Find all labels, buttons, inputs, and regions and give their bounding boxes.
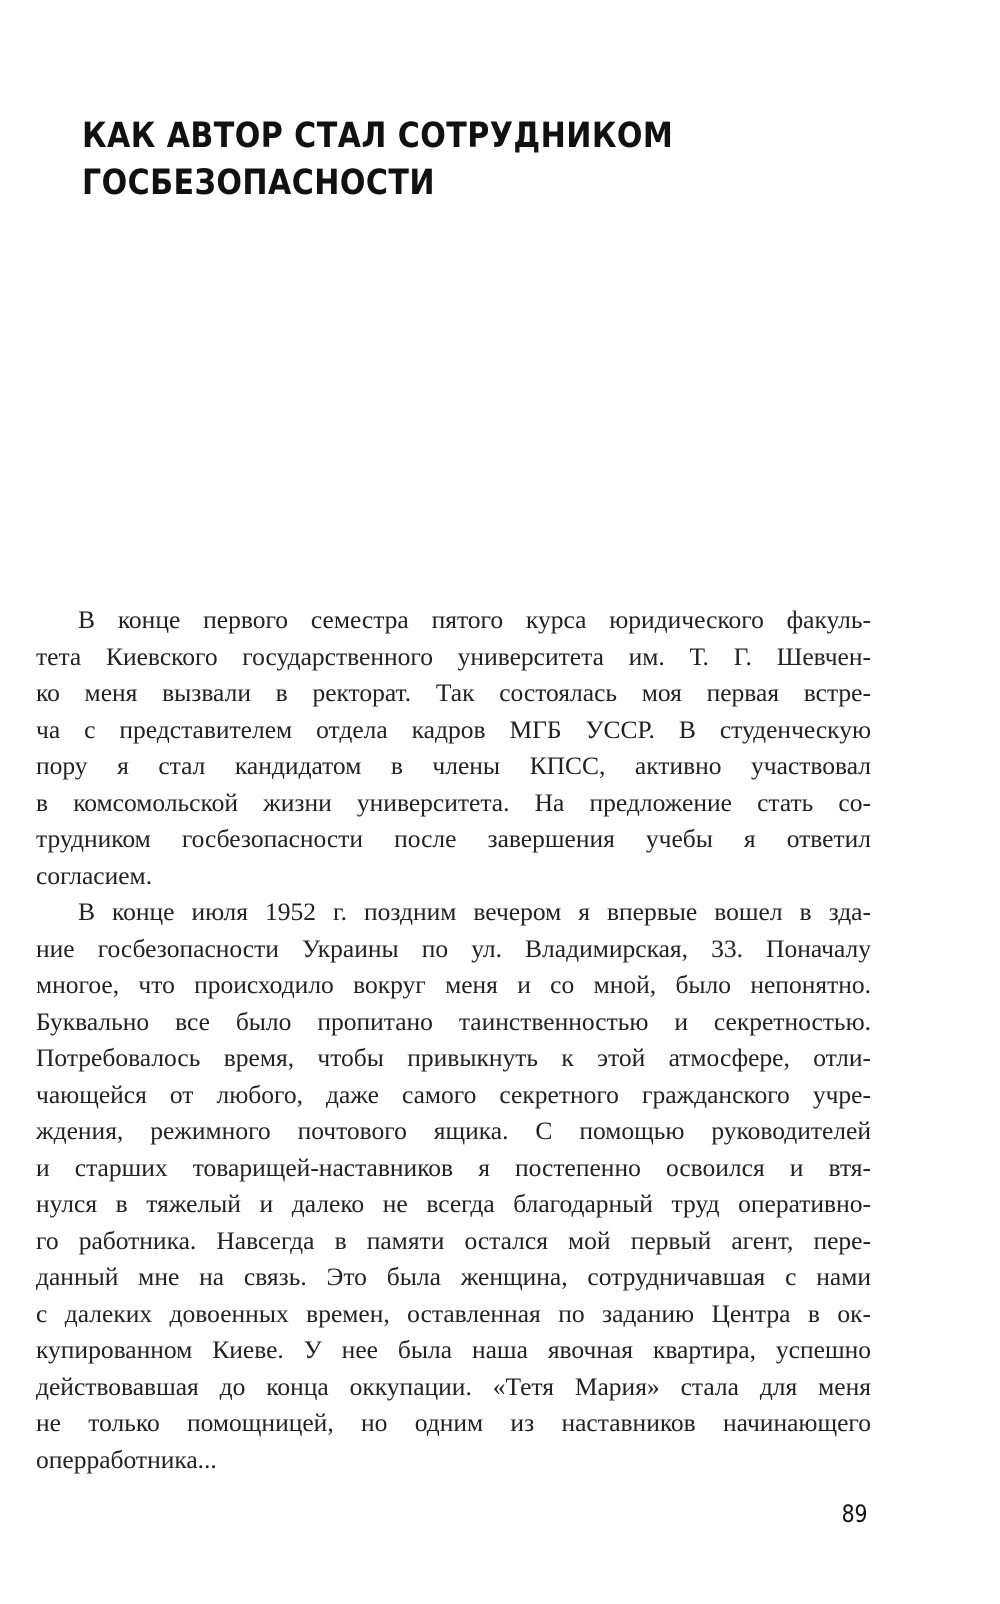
body-text (36, 602, 871, 1478)
text-line: пору я стал кандидатом в члены КПСС, активно участвовал (36, 751, 871, 780)
text-line: согласием. (36, 860, 153, 890)
chapter-title (82, 113, 787, 207)
text-line: нулся в тяжелый и далеко не всегда благодарный труд оперативно- (36, 1189, 871, 1218)
text-line: В конце первого семестра пятого курса юридического факуль- (78, 605, 871, 634)
text-line: ча с представителем отдела кадров МГБ УССР. В студенческую (36, 714, 871, 744)
text-line: В конце июля 1952 г. поздним вечером я впервые вошел в зда- (78, 897, 871, 926)
text-line: ждения, режимного почтового ящика. С помощью руководителей (36, 1116, 871, 1145)
paragraph (36, 894, 871, 1478)
text-line: действовавшая до конца оккупации. «Тетя Мария» стала для меня (36, 1371, 871, 1401)
paragraph (36, 602, 871, 894)
text-line: го работника. Навсегда в памяти остался мой первый агент, пере- (36, 1225, 871, 1255)
page-number: 89 (842, 1500, 868, 1528)
text-line: ние госбезопасности Украины по ул. Владимирская, 33. Поначалу (36, 933, 871, 963)
text-line: оперработника... (36, 1444, 217, 1474)
text-line: многое, что происходило вокруг меня и со мной, было непонятно. (36, 970, 871, 999)
text-line: тета Киевского государственного университета им. Т. Г. Шевчен- (36, 641, 871, 671)
text-line: купированном Киеве. У нее была наша явочная квартира, успешно (36, 1335, 871, 1364)
text-line: и старших товарищей-наставников я постепенно освоился и втя- (36, 1152, 871, 1182)
text-line: Потребовалось время, чтобы привыкнуть к этой атмосфере, отли- (36, 1043, 871, 1072)
text-line: с далеких довоенных времен, оставленная по заданию Центра в ок- (36, 1298, 871, 1328)
text-line: Буквально все было пропитано таинственностью и секретностью. (36, 1006, 871, 1036)
chapter-title-line: ГОСБЕЗОПАСНОСТИ (82, 163, 435, 203)
text-line: трудником госбезопасности после завершения учебы я ответил (36, 824, 871, 853)
text-line: не только помощницей, но одним из наставников начинающего (36, 1408, 871, 1437)
text-line: чающейся от любого, даже самого секретного гражданского учре- (36, 1079, 871, 1109)
chapter-title-line: КАК АВТОР СТАЛ СОТРУДНИКОМ (82, 116, 674, 156)
text-line: в комсомольской жизни университета. На предложение стать со- (36, 787, 871, 817)
text-line: данный мне на связь. Это была женщина, сотрудничавшая с нами (36, 1262, 871, 1291)
text-line: ко меня вызвали в ректорат. Так состоялась моя первая встре- (36, 678, 871, 707)
